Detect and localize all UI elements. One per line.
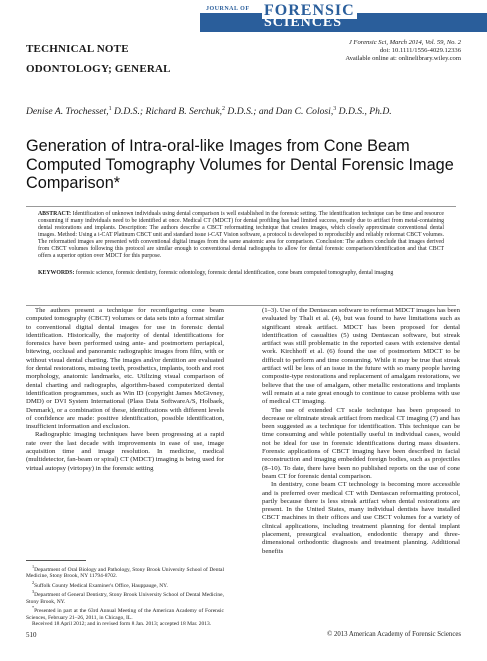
author-name: Dan C. Colosi, — [275, 106, 334, 118]
body-paragraph: In dentistry, cone beam CT technology is becoming more accessible and is preferred over medical CT with Dentascan reformatting protocol, partly because there is less streak artifact when dental restorations are present. In the United States, many individual dentists have installed CBCT machines in their offices and use CBCT volumes for a variety of clinical applications, including treatment planning for dental implant placement, presurgical evaluation, endodontic therapy and three-dimensional orthodontic diagnosis and treatment planning. Additional benefits — [262, 481, 460, 555]
body-paragraph: Radiographic imaging techniques have been progressing at a rapid rate over the last decade with improvements in ease of use, image acquisition time and image resolution. In medicine, medical (multidetector, fan-beam or spiral) CT (MDCT) imaging is being used for virtual autopsy (virtopsy) in the forensic setting — [26, 431, 224, 472]
footnote-mark: * — [32, 605, 35, 611]
copyright-notice: © 2013 American Academy of Forensic Sciences — [327, 631, 461, 638]
masthead-forensic: FORENSIC — [264, 2, 355, 19]
citation-doi: doi: 10.1111/1556-4029.12336 — [379, 47, 461, 55]
page-number: 510 — [26, 631, 37, 639]
body-paragraph: The authors present a technique for reconfiguring cone beam computed tomography (CBCT) volumes or data sets into a format similar to conventional digital dental images for use in forensic dental identification. Historically, the majority of dental identifications for forensics have been performed using ante- and postmortem periapical, bitewing, occlusal and panoramic radiographic images from film, with or without visual dental charting. The images and/or dentition are evaluated for dental restorations, missing teeth, prosthetics, implants, tooth and root morphology, anatomic landmarks, etc. Utilizing visual comparison of dental charting and radiographs, algorithm-based computerized dental identification programmes, such as Win ID (copyright James McGivney, DMD) or DVI System International (Plass Data SoftwareA/S, Holbaek, Denmark), or a combination of these, identifications with different levels of confidence are made: positive identification, possible identification, insufficient information and exclusion. — [26, 307, 224, 431]
footnote-text: Received 18 April 2012; and in revised form 8 Jan. 2013; accepted 18 Mar. 2013. — [32, 621, 212, 628]
body-column-left — [26, 307, 224, 473]
footnote-text: Department of General Dentistry, Stony Brook University School of Dental Medicine, Stony Brook, NY. — [26, 592, 224, 605]
footnote-text: Presented in part at the 63rd Annual Meeting of the American Academy of Forensic Sciences, February 21–26, 2011, in Chicago, IL. — [26, 608, 224, 621]
body-paragraph: The use of extended CT scale technique has been proposed to decrease or eliminate streak artifact from medical CT imaging (7) and has been suggested as a technique for identification. This technique can be time consuming and while potentially useful in individual cases, would not be ideal for use in forensic identifications during mass disasters. Forensic applications of CBCT imaging have been described in facial reconstruction and imaging embedded foreign bodies, such as projectiles (8–10). To date, there have been no published reports on the use of cone beam CT for forensic dental comparison. — [262, 406, 460, 480]
author-degree: D.D.S.; — [111, 106, 146, 118]
footnotes — [26, 560, 224, 628]
footnote — [26, 589, 224, 605]
footnote — [26, 621, 224, 628]
author-name: Richard B. Serchuk, — [145, 106, 223, 118]
section-subject: ODONTOLOGY; GENERAL — [26, 63, 171, 75]
author-degree: D.D.S., Ph.D. — [336, 106, 392, 118]
footnote-text: Suffolk County Medical Examiner's Office, Hauppauge, NY. — [34, 582, 168, 589]
abstract — [38, 211, 444, 260]
footnote — [26, 564, 224, 580]
abstract-lead: ABSTRACT: — [38, 211, 72, 217]
author-list — [26, 106, 392, 117]
footnote — [26, 580, 224, 589]
section-label: TECHNICAL NOTE — [26, 43, 129, 55]
body-paragraph: (1–3). Use of the Dentascan software to reformat MDCT images has been evaluated by Thali et al. (4), but was found to have limitations such as significant streak artifact. MDCT has been proposed for dental identification of casualties (5) using Dentascan software, but streak artifact was still problematic in the reported cases with extensive dental work. Kirchhoff et al. (6) found the use of postmortem MDCT to be difficult to perform and time consuming. While it may be true that streak artifact will be less of an issue in the future with so many people having composite-type restorations and replacement of amalgam restorations, we believe that the use of amalgam, other metallic restorations and implants will remain at a rate great enough to continue to cause problems with use of medical CT imaging. — [262, 307, 460, 406]
author-affiliation-mark: 3 — [333, 106, 337, 112]
journal-masthead — [200, 2, 487, 33]
abstract-box — [26, 206, 456, 306]
abstract-text: Identification of unknown individuals using dental comparison is well established in the forensic setting. The identification technique can be time and resource consuming if many individuals need to be identified at once. Medical CT (MDCT) for dental profiling has had limited success, mostly due to artifact from metal-containing dental restorations and implants. Description: The authors describe a CBCT reformatting technique that creates images, which closely approximate conventional dental images. Method: Using a i-CAT Platinum CBCT unit and standard issue i-CAT Vision software, a protocol is developed to reproducibly and reliably reformat CBCT volumes. The reformatted images are presented with conventional digital images from the same anatomic area for comparison. Conclusion: The authors conclude that images derived from CBCT volumes following this protocol are similar enough to conventional dental radiographs to allow for dental forensic comparison/identification and that CBCT offers a superior option over MDCT for this purpose. — [38, 211, 444, 259]
footnote-text: Department of Oral Biology and Pathology, Stony Brook University School of Dental Medicine, Stony Brook, NY 11794-8702. — [26, 566, 224, 580]
masthead-journal-of: JOURNAL OF — [206, 6, 250, 12]
masthead-sciences: SCIENCES — [264, 15, 343, 30]
body-column-right — [262, 307, 460, 556]
footnote-mark: 1 — [32, 564, 35, 569]
citation-block — [345, 39, 461, 64]
author-name: Denise A. Trochesset, — [26, 106, 109, 118]
footnote-rule — [26, 560, 86, 561]
keywords-lead: KEYWORDS: — [38, 270, 75, 276]
footnote — [26, 605, 224, 621]
keywords-text: forensic science, forensic dentistry, forensic odontology, forensic dental identification, cone beam computed tomography, dental imaging — [74, 270, 394, 276]
article-title: Generation of Intra-oral-like Images from Cone Beam Computed Tomography Volumes for Dental Forensic Image Comparison* — [26, 137, 454, 192]
footnote-mark: 2 — [32, 580, 35, 586]
author-affiliation-mark: 1 — [108, 106, 112, 112]
keywords — [38, 270, 444, 277]
citation-journal: J Forensic Sci, March 2014, Vol. 59, No. 2 — [348, 39, 461, 46]
author-degree: D.D.S.; and — [225, 106, 276, 118]
citation-availability: Available online at: onlinelibrary.wiley.com — [345, 55, 461, 63]
footnote-mark: 3 — [32, 589, 35, 595]
author-affiliation-mark: 2 — [222, 106, 226, 112]
